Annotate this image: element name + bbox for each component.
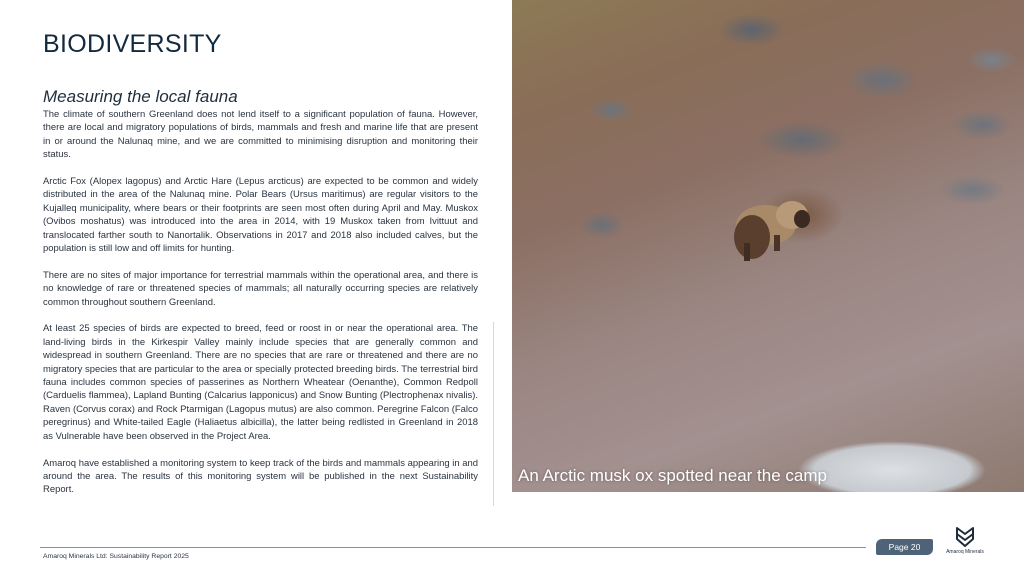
paragraph-mammals: Arctic Fox (Alopex lagopus) and Arctic Hare (Lepus arcticus) are expected to be common and widely distributed in the area of the Nalunaq mine. Polar Bears (Ursus maritimus) are regular visitors to the Kujalleq municipality, where bears or their footprints are seen most often during April and May. Muskox (Ovibos moshatus) was introduced into the area in 2014, with 19 Muskox taken from Ivittuut and translocated farther south to Nanortalik. Observations in 2017 and 2018 also included calves, but the population is still low and off limits for hunting.: [43, 176, 478, 255]
paragraph-birds: At least 25 species of birds are expected to breed, feed or roost in or near the operational area. The land-living birds in the Kirkespir Valley mainly include species that are generally common and widespread in southern Greenland. There are no species that are rare or threatened and there are no migratory species that are particular to the area or specially protected breeding birds. The terrestrial bird fauna includes common species of passerines as Northern Wheatear (Oenanthe), Common Redpoll (Carduelis flammea), Lapland Bunting (Calcarius lapponicus) and Snow Bunting (Plectrophenax nivalis). Raven (Corvus corax) and Rock Ptarmigan (Lagopus mutus) are also common. Peregrine Falcon (Falco peregrinus) and White-tailed Eagle (Haliaetus albicilla), the latter being redlisted in Greenland in 2018 as Vulnerable have been observed in the Project Area.: [43, 323, 478, 442]
column-divider: [493, 322, 494, 506]
fox-head-icon: [954, 526, 976, 548]
photo-caption: An Arctic musk ox spotted near the camp: [518, 466, 827, 485]
footer-report-title: Amaroq Minerals Ltd: Sustainability Report 2025: [43, 553, 189, 560]
company-logo: [940, 526, 990, 560]
page-number-badge: Page 20: [876, 539, 933, 555]
logo-text: Amaroq Minerals: [946, 549, 984, 555]
paragraph-no-threatened-mammals: There are no sites of major importance for terrestrial mammals within the operational area, and there is no knowledge of rare or threatened species of mammals; all naturally occurring species are relatively common throughout southern Greenland.: [43, 269, 478, 308]
paragraph-intro: The climate of southern Greenland does not lend itself to a significant population of fauna. However, there are local and migratory populations of birds, mammals and fresh and marine life that are present in or around the Nalunaq mine, and we are committed to minimising disruption and monitoring their status.: [43, 109, 478, 161]
musk-ox-figure-icon: [724, 185, 814, 265]
paragraph-monitoring: Amaroq have established a monitoring system to keep track of the birds and mammals appearing in and around the area. The results of this monitoring system will be published in the next Sustainability Report.: [43, 457, 478, 496]
musk-ox-photo: [512, 0, 1024, 492]
section-heading: Measuring the local fauna: [43, 87, 238, 106]
footer-rule: [40, 547, 866, 548]
body-text: [43, 108, 478, 510]
page-title: BIODIVERSITY: [43, 30, 222, 58]
